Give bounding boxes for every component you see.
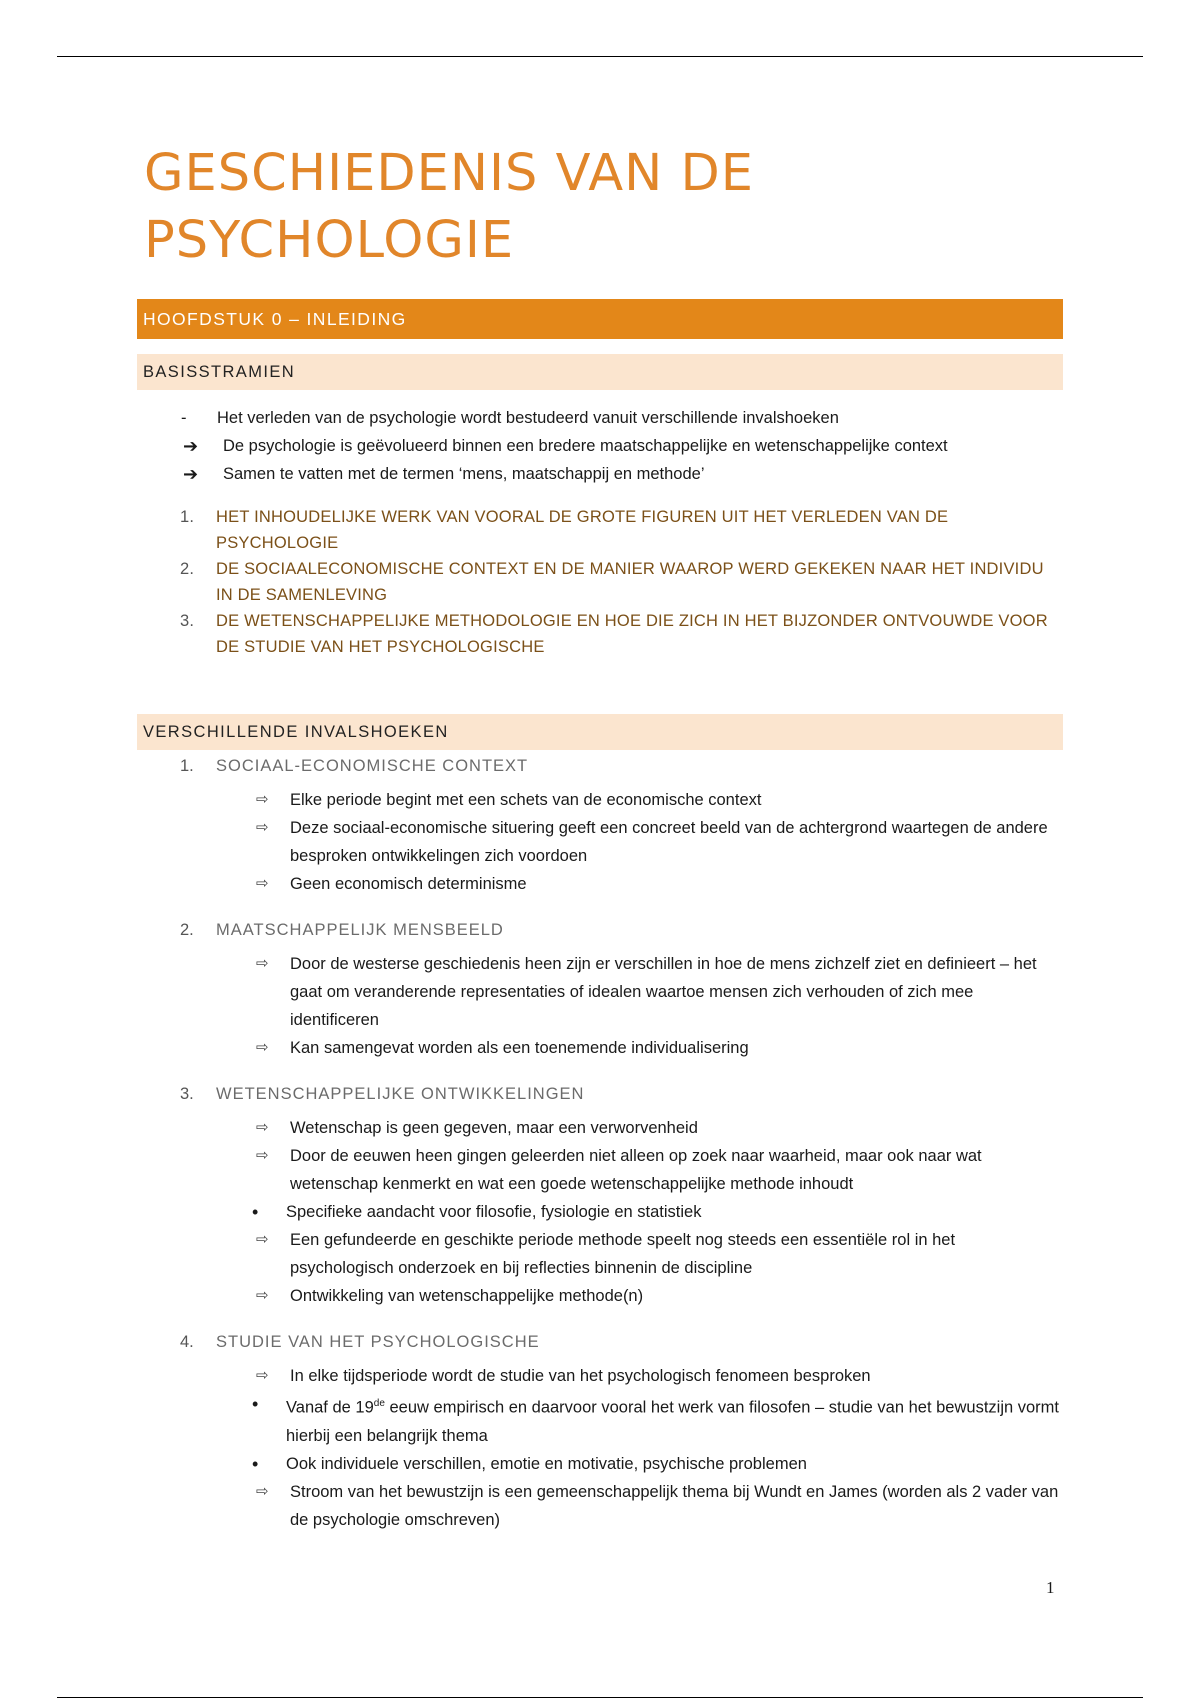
- intro-list: [137, 404, 1063, 488]
- list-item: [137, 1198, 1063, 1226]
- list-item-text: HET INHOUDELIJKE WERK VAN VOORAL DE GROTE FIGUREN UIT HET VERLEDEN VAN DE PSYCHOLOGIE: [216, 508, 949, 552]
- bullet-icon: •: [252, 1394, 259, 1414]
- subsection-title: WETENSCHAPPELIJKE ONTWIKKELINGEN: [216, 1085, 585, 1103]
- list-item-text: Door de eeuwen heen gingen geleerden niet alleen op zoek naar waarheid, maar ook naar wat wetenschap kenmerkt en wat een goede wetenschappelijke methode inhoudt: [290, 1147, 982, 1193]
- subsection-title: STUDIE VAN HET PSYCHOLOGISCHE: [216, 1333, 540, 1351]
- list-item-text: Kan samengevat worden als een toenemende individualisering: [290, 1039, 749, 1057]
- arrow-outline-icon: ⇨: [256, 1482, 269, 1500]
- list-item-text: Stroom van het bewustzijn is een gemeenschappelijk thema bij Wundt en James (worden als 2 vader van de psychologie omschreven): [290, 1482, 1059, 1529]
- list-item: [137, 608, 1063, 660]
- list-item: [137, 786, 1063, 814]
- list-item-text: Wetenschap is geen gegeven, maar een verworvenheid: [290, 1119, 698, 1137]
- list-item: [137, 1034, 1063, 1062]
- list-item: [137, 870, 1063, 898]
- subsection-number: 1.: [180, 757, 194, 775]
- list-item: [137, 1478, 1063, 1534]
- list-item: [137, 460, 1063, 488]
- arrow-outline-icon: ⇨: [256, 955, 269, 972]
- top-rule: [57, 56, 1143, 57]
- list-item-text: De psychologie is geëvolueerd binnen een bredere maatschappelijke en wetenschappelijke context: [223, 437, 948, 455]
- list-item-text: Deze sociaal-economische situering geeft een concreet beeld van de achtergrond waartegen de andere besproken ontwikkelingen zich voordoen: [290, 819, 1048, 865]
- list-item-text: DE WETENSCHAPPELIJKE METHODOLOGIE EN HOE DIE ZICH IN HET BIJZONDER ONTVOUWDE VOOR DE STUDIE VAN HET PSYCHOLOGISCHE: [216, 612, 1048, 656]
- bullet-icon: •: [252, 1453, 259, 1474]
- list-item: [137, 1390, 1063, 1450]
- list-item-text: Samen te vatten met de termen ‘mens, maatschappij en methode’: [223, 465, 705, 483]
- arrow-icon: ➔: [183, 464, 199, 484]
- subsection-heading: [137, 916, 1063, 944]
- list-item: [137, 1226, 1063, 1282]
- list-item-text: Geen economisch determinisme: [290, 875, 527, 893]
- dash-marker: -: [181, 409, 187, 427]
- subsection-heading: [137, 1328, 1063, 1356]
- list-item-text: DE SOCIAALECONOMISCHE CONTEXT EN DE MANIER WAAROP WERD GEKEKEN NAAR HET INDIVIDU IN DE SAMENLEVING: [216, 560, 1044, 604]
- subsection-items: [137, 786, 1063, 898]
- subsection-number: 3.: [180, 1085, 194, 1103]
- list-item: [137, 504, 1063, 556]
- arrow-outline-icon: ⇨: [256, 791, 269, 808]
- list-item-text: Door de westerse geschiedenis heen zijn er verschillen in hoe de mens zichzelf ziet en definieert – het gaat om veranderende representaties of idealen waartoe mensen zich verhouden of zich mee identificeren: [290, 955, 1037, 1029]
- list-item: [137, 404, 1063, 432]
- subsection-title: SOCIAAL-ECONOMISCHE CONTEXT: [216, 757, 529, 775]
- subsection-heading: [137, 752, 1063, 780]
- list-item: [137, 950, 1063, 1034]
- section-heading-basisstramien: BASISSTRAMIEN: [137, 354, 1063, 390]
- text-part: Vanaf de 19: [286, 1398, 374, 1417]
- list-number: 2.: [180, 560, 195, 578]
- chapter-heading: HOOFDSTUK 0 – INLEIDING: [137, 299, 1063, 339]
- arrow-outline-icon: ⇨: [256, 875, 269, 892]
- list-item-text: Specifieke aandacht voor filosofie, fysiologie en statistiek: [286, 1203, 702, 1221]
- list-number: 1.: [180, 508, 195, 526]
- arrow-outline-icon: ⇨: [256, 1287, 269, 1304]
- subsection-number: 2.: [180, 921, 194, 939]
- bottom-rule: [57, 1697, 1143, 1698]
- document-title: GESCHIEDENIS VAN DE PSYCHOLOGIE: [144, 144, 754, 270]
- arrow-outline-icon: ⇨: [256, 1119, 269, 1136]
- arrow-outline-icon: ⇨: [256, 1231, 269, 1248]
- superscript: de: [373, 1398, 385, 1409]
- arrow-outline-icon: ⇨: [256, 1039, 269, 1056]
- list-item: [137, 432, 1063, 460]
- list-item: [137, 1282, 1063, 1310]
- list-item: [137, 814, 1063, 870]
- subsection-items: [137, 950, 1063, 1062]
- arrow-outline-icon: ⇨: [256, 1367, 269, 1384]
- list-item-text: Het verleden van de psychologie wordt bestudeerd vanuit verschillende invalshoeken: [217, 409, 839, 427]
- list-item-text: Een gefundeerde en geschikte periode methode speelt nog steeds een essentiële rol in het psychologisch onderzoek en bij reflecties binnenin de discipline: [290, 1231, 956, 1277]
- subsection-items: [137, 1362, 1063, 1534]
- page-number: 1: [1046, 1578, 1055, 1597]
- list-item-text: [286, 1390, 1063, 1450]
- list-item: [137, 1362, 1063, 1390]
- subsection-title: MAATSCHAPPELIJK MENSBEELD: [216, 921, 504, 939]
- subsection-number: 4.: [180, 1333, 194, 1351]
- list-number: 3.: [180, 612, 195, 630]
- list-item-text: In elke tijdsperiode wordt de studie van het psychologisch fenomeen besproken: [290, 1367, 871, 1385]
- document-body: [137, 140, 1063, 1534]
- bullet-icon: •: [252, 1202, 259, 1222]
- subsection-items: [137, 1114, 1063, 1310]
- arrow-outline-icon: ⇨: [256, 819, 269, 836]
- numbered-caps-list: [137, 504, 1063, 660]
- list-item: [137, 1142, 1063, 1198]
- list-item-text: Ontwikkeling van wetenschappelijke methode(n): [290, 1287, 644, 1305]
- arrow-outline-icon: ⇨: [256, 1147, 269, 1164]
- list-item: [137, 1450, 1063, 1478]
- list-item: [137, 1114, 1063, 1142]
- list-item-text: Ook individuele verschillen, emotie en motivatie, psychische problemen: [286, 1454, 807, 1473]
- arrow-icon: ➔: [183, 436, 199, 456]
- subsection-heading: [137, 1080, 1063, 1108]
- list-item-text: Elke periode begint met een schets van de economische context: [290, 791, 762, 809]
- list-item: [137, 556, 1063, 608]
- text-part: eeuw empirisch en daarvoor vooral het werk van filosofen – studie van het bewustzijn vormt hierbij een belangrijk thema: [286, 1398, 1059, 1445]
- section-heading-invalshoeken: VERSCHILLENDE INVALSHOEKEN: [137, 714, 1063, 750]
